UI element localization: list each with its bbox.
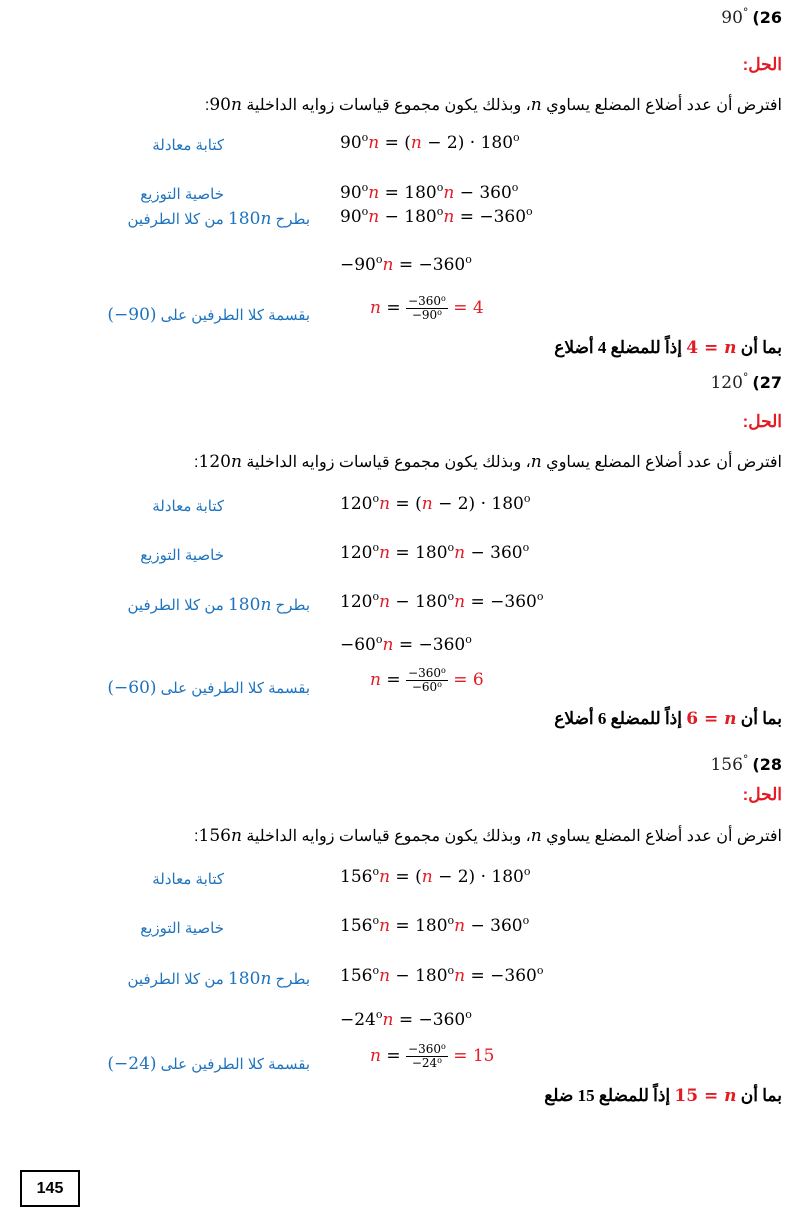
equation-line: n = $\frac{-360^o}{-60^o}$ = 6 [370,666,484,694]
problem-header [721,8,782,28]
problem-header [710,373,782,393]
conclusion: بما أن 4 = n إذاً للمضلع 4 أضلاع [554,338,782,358]
conclusion: بما أن 6 = n إذاً للمضلع 6 أضلاع [554,709,782,729]
equation-line: $90^on = 180^on - 360^o$ [340,181,519,203]
page-number: 145 [20,1170,80,1207]
step-note: بقسمة كلا الطرفين على (−24) [107,1054,310,1074]
problem-number: (28 [752,755,782,774]
equation-line: n = $\frac{-360^o}{-90^o}$ = 4 [370,294,484,322]
problem-number: (26 [752,8,782,27]
step-note: كتابة معادلة [152,498,224,515]
equation-line: $90^on - 180^on = -360^o$ [340,205,533,227]
step-note: بطرح 180n من كلا الطرفين [127,969,310,989]
step-note: كتابة معادلة [152,871,224,888]
problem-intro: افترض أن عدد أضلاع المضلع يساوي n، وبذلك يكون مجموع قياسات زوايه الداخلية 156n: [194,826,782,846]
problem-angle: 90° [721,6,749,28]
equation-line: n = $\frac{-360^o}{-24^o}$ = 15 [370,1042,495,1070]
conclusion: بما أن 15 = n إذاً للمضلع 15 ضلع [544,1086,782,1106]
step-note: بطرح 180n من كلا الطرفين [127,209,310,229]
step-note: بقسمة كلا الطرفين على (−90) [107,305,310,325]
equation-line: $-24^on = -360^o$ [340,1008,472,1030]
equation-line: $90^on = (n - 2) \cdot 180^o$ [340,131,520,153]
solution-label: الحل: [742,55,782,74]
solution-label: الحل: [742,412,782,431]
equation-line: $120^on = (n - 2) \cdot 180^o$ [340,492,531,514]
problem-intro: افترض أن عدد أضلاع المضلع يساوي n، وبذلك يكون مجموع قياسات زوايه الداخلية 90n: [204,95,782,115]
step-note: بطرح 180n من كلا الطرفين [127,595,310,615]
step-note: خاصية التوزيع [140,547,224,564]
equation-line: $-60^on = -360^o$ [340,633,472,655]
equation-line: $120^on - 180^on = -360^o$ [340,590,544,612]
step-note: بقسمة كلا الطرفين على (−60) [107,678,310,698]
problem-angle: 156° [710,753,749,775]
problem-angle: 120° [710,371,749,393]
equation-line: $-90^on = -360^o$ [340,253,472,275]
equation-line: $156^on - 180^on = -360^o$ [340,964,544,986]
problem-number: (27 [752,373,782,392]
solution-label: الحل: [742,785,782,804]
step-note: خاصية التوزيع [140,920,224,937]
equation-line: $120^on = 180^on - 360^o$ [340,541,530,563]
step-note: كتابة معادلة [152,137,224,154]
step-note: خاصية التوزيع [140,186,224,203]
problem-header [710,755,782,775]
equation-line: $156^on = 180^on - 360^o$ [340,914,530,936]
equation-line: $156^on = (n - 2) \cdot 180^o$ [340,865,531,887]
problem-intro: افترض أن عدد أضلاع المضلع يساوي n، وبذلك يكون مجموع قياسات زوايه الداخلية 120n: [194,452,782,472]
